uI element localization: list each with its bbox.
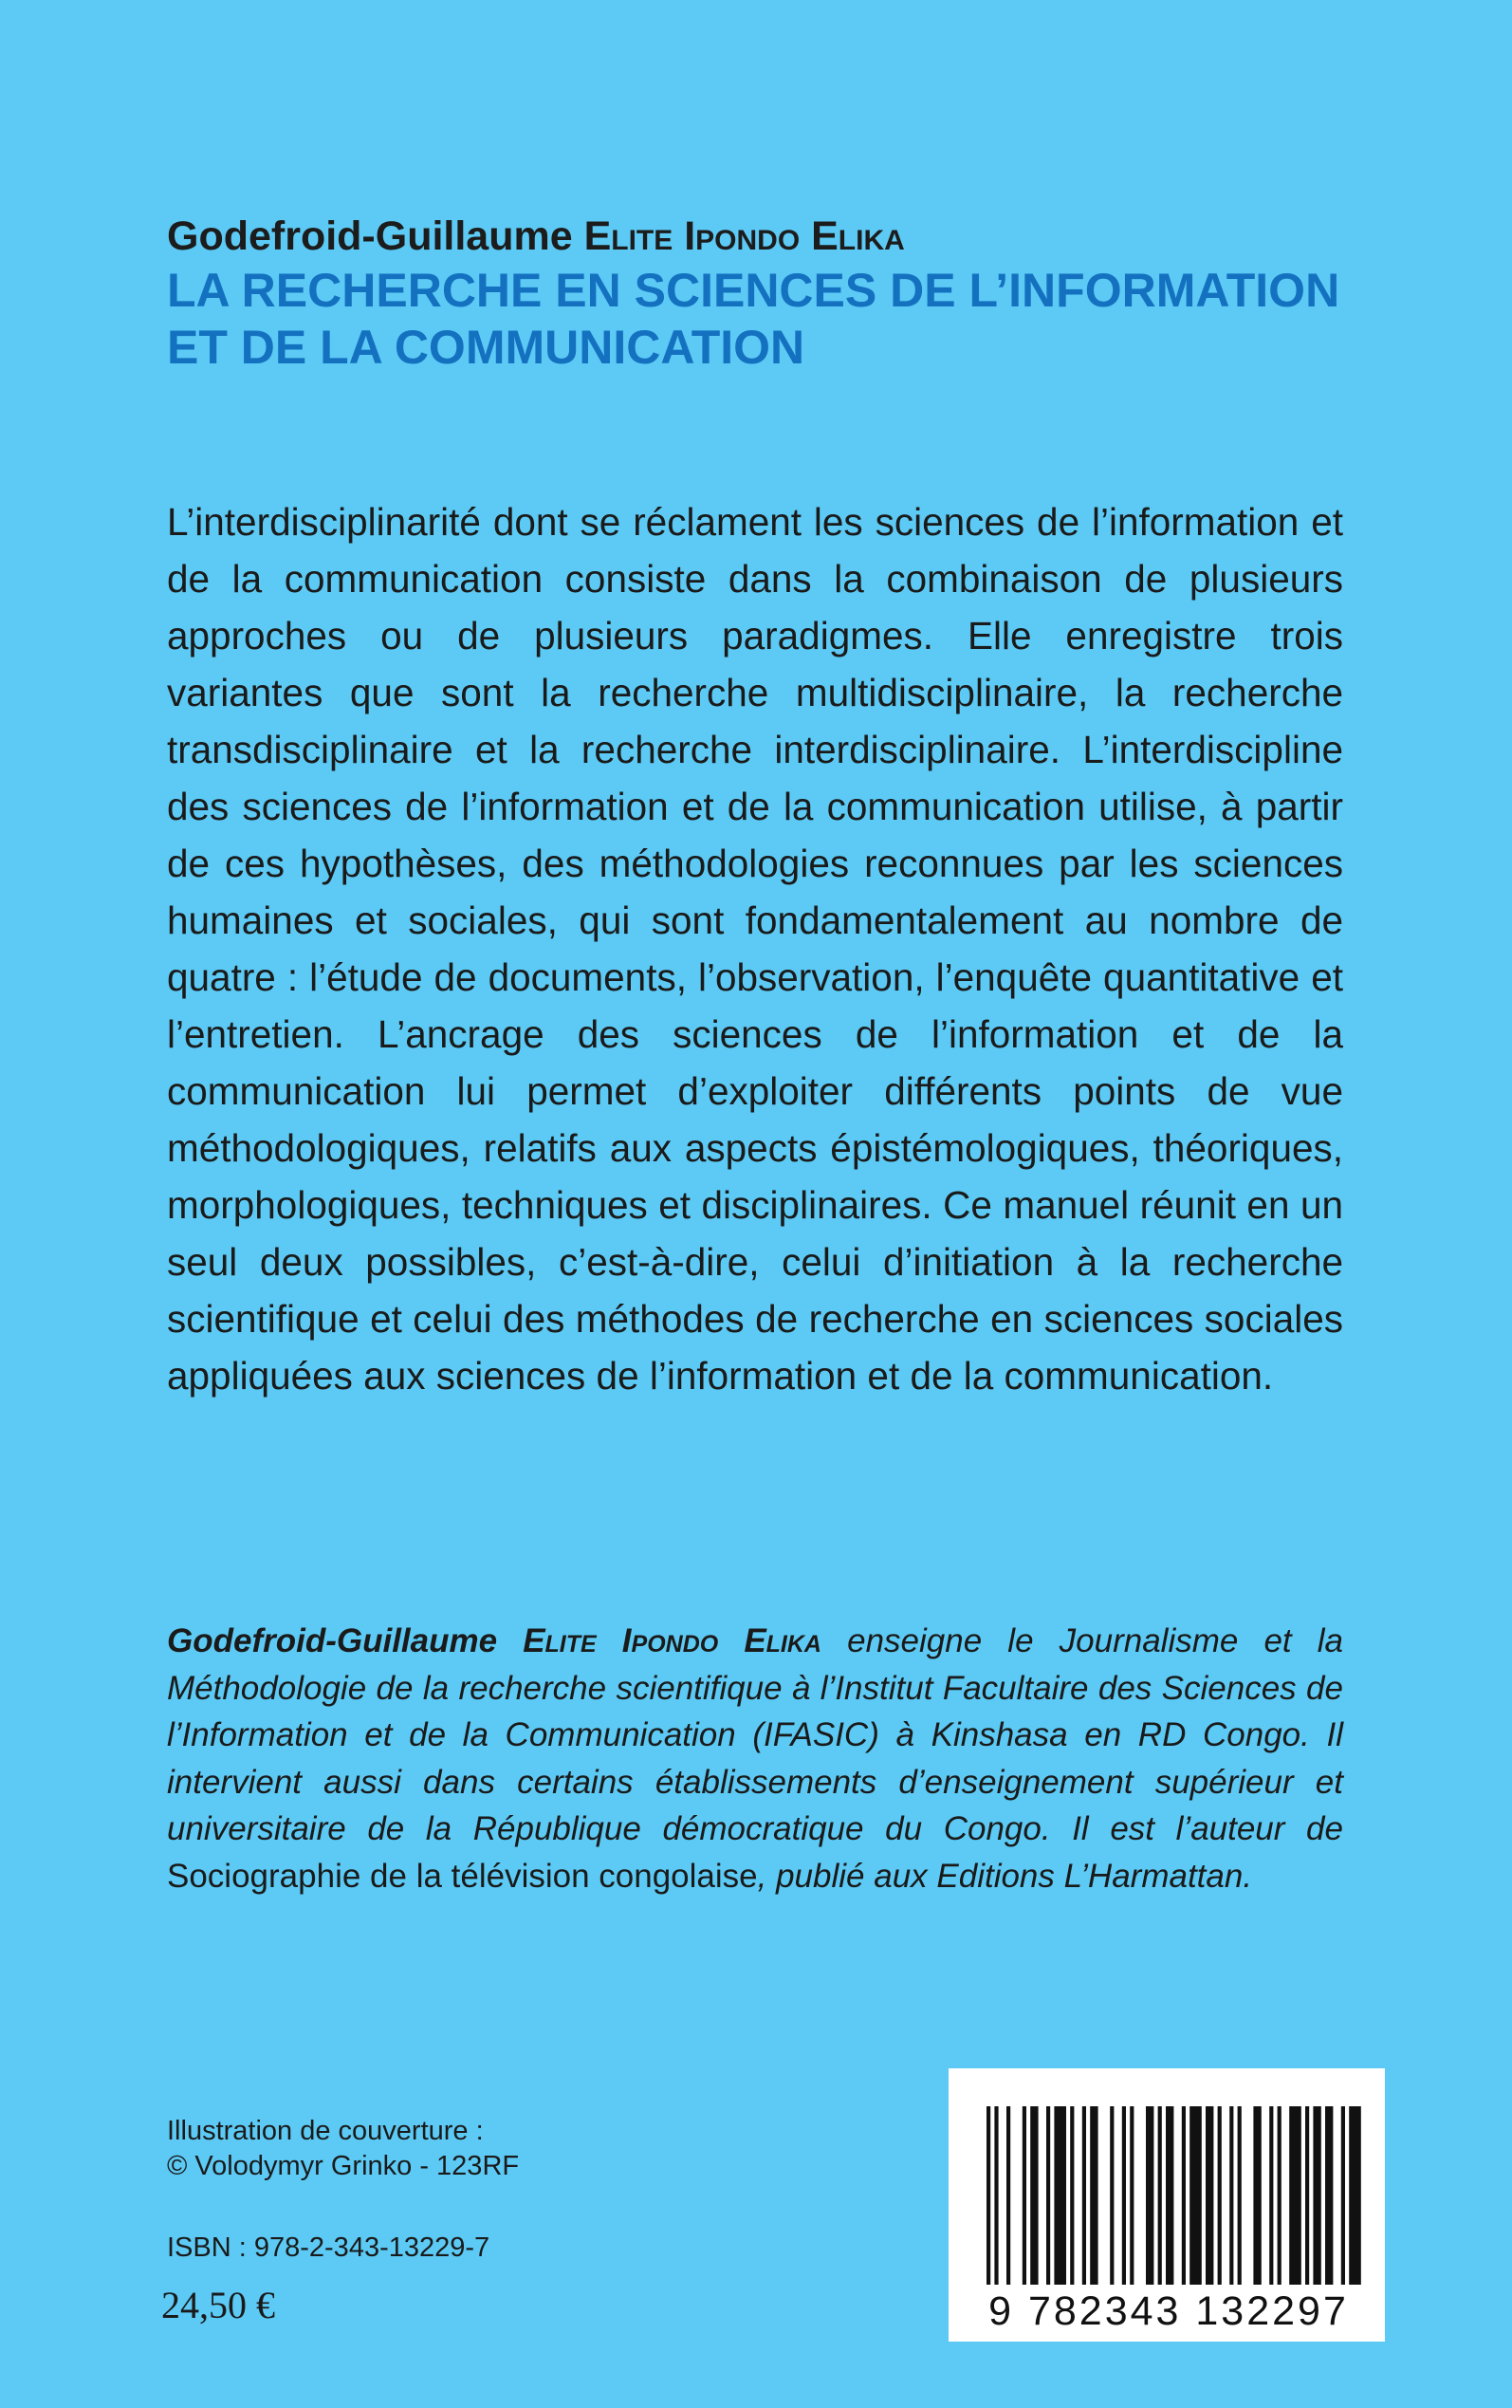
barcode-bar	[1238, 2106, 1242, 2285]
barcode-bar	[994, 2106, 998, 2285]
barcode-bar	[1146, 2106, 1153, 2285]
bio-text: enseigne le Journalisme et la Méthodologie de la recherche scientifique à l’Institut Facultaire des Sciences de l’Information et de la Communication (IFASIC) à Kinshasa en RD Congo. Il intervient aussi dans certains établissements d’enseignement supérieur et universitaire de la République démocratique du Congo. Il est l’auteur de	[167, 1622, 1343, 1847]
barcode-bar	[1082, 2106, 1086, 2285]
barcode-bar	[1158, 2106, 1162, 2285]
barcode-bar	[1341, 2106, 1345, 2285]
barcode-bar	[1325, 2106, 1333, 2285]
book-title-line-1: LA RECHERCHE EN SCIENCES DE L’INFORMATION	[167, 264, 1340, 317]
barcode-bar	[1054, 2106, 1066, 2285]
isbn: ISBN : 978-2-343-13229-7	[167, 2232, 490, 2263]
barcode-bar	[1313, 2106, 1320, 2285]
price: 24,50 €	[161, 2284, 275, 2326]
bio-name-first: Godefroid-Guillaume	[167, 1622, 524, 1659]
illustration-credits	[167, 2114, 519, 2184]
bio-author-name	[167, 1622, 821, 1659]
blurb-paragraph: L’interdisciplinarité dont se réclament les sciences de l’information et de la communication consiste dans la combinaison de plusieurs approches ou de plusieurs paradigmes. Elle enregistre trois variantes que sont la recherche multidisciplinaire, la recherche transdisciplinaire et la recherche interdisciplinaire. L’interdiscipline des sciences de l’information et de la communication utilise, à partir de ces hypothèses, des méthodologies reconnues par les sciences humaines et sociales, qui sont fondamentalement au nombre de quatre : l’étude de documents, l’observation, l’enquête quantitative et l’entretien. L’ancrage des sciences de l’information et de la communication lui permet d’exploiter différents points de vue méthodologiques, relatifs aux aspects épistémologiques, théoriques, morphologiques, techniques et disciplinaires. Ce manuel réunit en un seul deux possibles, c’est-à-dire, celui d’initiation à la recherche scientifique et celui des méthodes de recherche en sciences sociales appliquées aux sciences de l’information et de la communication.	[167, 500, 1343, 1398]
barcode	[949, 2068, 1385, 2342]
barcode-bar	[1349, 2106, 1361, 2285]
barcode-bar	[1182, 2106, 1186, 2285]
author-name	[167, 211, 1353, 262]
barcode-bar	[1278, 2106, 1282, 2285]
header	[167, 211, 1353, 376]
barcode-bar	[1122, 2106, 1126, 2285]
barcode-bar	[986, 2106, 990, 2285]
barcode-bar	[1229, 2106, 1233, 2285]
book-title-line-2: ET DE LA COMMUNICATION	[167, 321, 805, 374]
barcode-bar	[1189, 2106, 1202, 2285]
barcode-bar	[1006, 2106, 1010, 2285]
barcode-digits: 9 782343 132297	[988, 2288, 1349, 2334]
barcode-bar	[1023, 2106, 1026, 2285]
barcode-bar	[1253, 2106, 1261, 2285]
credits-line-2: © Volodymyr Grinko - 123RF	[167, 2151, 520, 2181]
barcode-bars	[986, 2106, 1361, 2285]
barcode-bar	[1090, 2106, 1097, 2285]
barcode-bar	[1166, 2106, 1173, 2285]
author-first-name: Godefroid-Guillaume	[167, 213, 584, 259]
barcode-bar	[1130, 2106, 1134, 2285]
author-last-name: Elite Ipondo Elika	[583, 213, 905, 259]
bio-text-end: , publié aux Editions L’Harmattan.	[757, 1857, 1253, 1895]
barcode-bar	[1305, 2106, 1309, 2285]
credits-line-1: Illustration de couverture :	[167, 2116, 484, 2146]
barcode-bar	[1110, 2106, 1114, 2285]
barcode-bar	[1269, 2106, 1273, 2285]
barcode-bar	[1046, 2106, 1050, 2285]
bio-book-title: Sociographie de la télévision congolaise	[167, 1857, 758, 1895]
author-bio	[167, 1618, 1343, 1899]
barcode-bar	[1030, 2106, 1038, 2285]
barcode-bar	[1070, 2106, 1074, 2285]
bio-name-last: Elite Ipondo Elika	[523, 1622, 821, 1659]
barcode-graphic	[949, 2068, 1385, 2342]
barcode-bar	[1206, 2106, 1213, 2285]
barcode-bar	[1289, 2106, 1301, 2285]
barcode-bar	[1218, 2106, 1222, 2285]
